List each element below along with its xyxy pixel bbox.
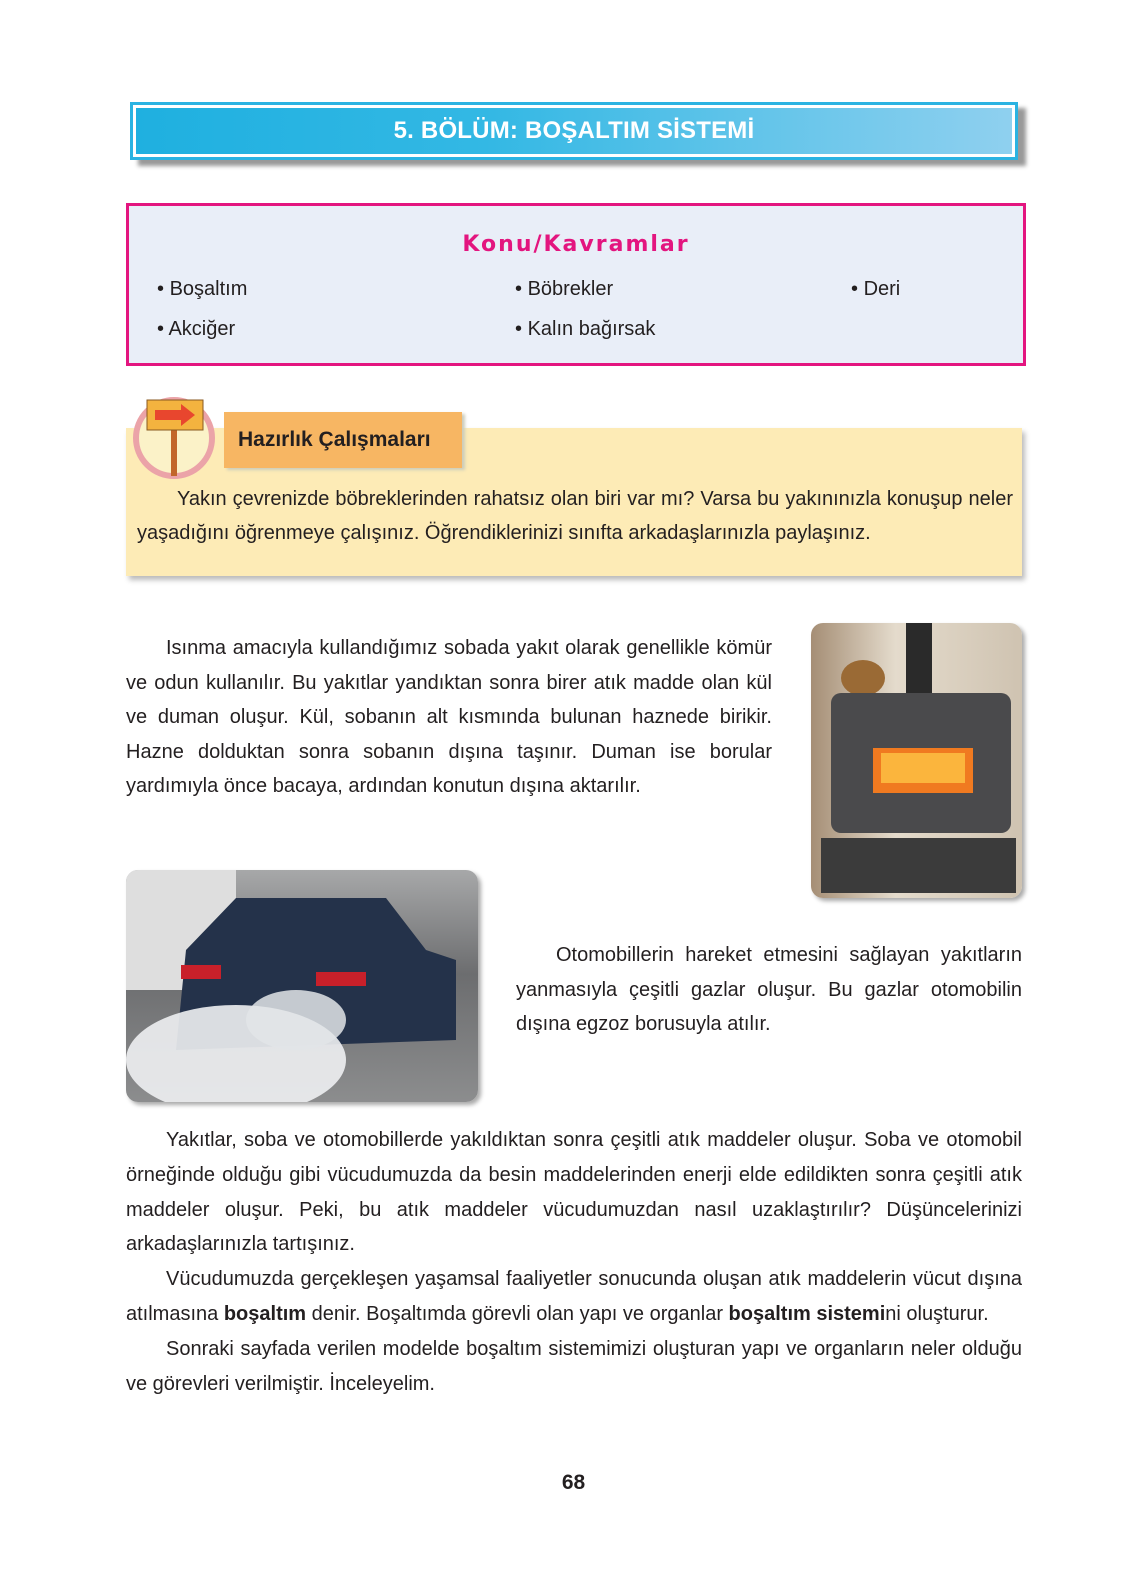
car-exhaust-image	[126, 870, 478, 1102]
page-number: 68	[561, 1471, 586, 1494]
stove-image	[811, 623, 1022, 898]
chapter-title: 5. BÖLÜM: BOŞALTIM SİSTEMİ	[136, 108, 1012, 154]
concept-item: • Boşaltım	[157, 278, 248, 300]
paragraph-1: Yakıtlar, soba ve otomobillerde yakıldıktan sonra çeşitli atık maddeler oluşur. Soba ve otomobil örneğinde olduğu gibi vücudumuzda da besin maddelerinden enerji elde edildikten sonra çeşitli atık maddeler oluşur. Peki, bu atık maddeler vücudumuzdan nasıl uzaklaştırılır? Düşüncelerinizi arkadaşlarınızla tartışınız.	[126, 1129, 1022, 1256]
body-text	[126, 1123, 1022, 1401]
concepts-box	[126, 203, 1026, 366]
paragraph-2: Vücudumuzda gerçekleşen yaşamsal faaliyetler sonucunda oluşan atık maddelerin vücut dışına atılmasına boşaltım denir. Boşaltımda görevli olan yapı ve organlar boşaltım sistemini oluşturur.	[126, 1268, 1022, 1325]
signpost-icon	[131, 392, 217, 480]
car-paragraph: Otomobillerin hareket etmesini sağlayan yakıtların yanmasıyla çeşitli gazlar oluşur. Bu gazlar otomobilin dışına egzoz borusuyla atılır.	[516, 944, 1022, 1036]
preparation-title: Hazırlık Çalışmaları	[224, 412, 462, 468]
preparation-text: Yakın çevrenizde böbreklerinden rahatsız olan biri var mı? Varsa bu yakınınızla konuşup neler yaşadığını öğrenmeye çalışınız. Öğrendiklerinizi sınıfta arkadaşlarınızla paylaşınız.	[137, 488, 1013, 544]
concept-item: • Kalın bağırsak	[515, 318, 656, 340]
concepts-title: Konu/Kavramlar	[462, 232, 690, 257]
stove-paragraph: Isınma amacıyla kullandığımız sobada yakıt olarak genellikle kömür ve odun kullanılır. Bu yakıtlar yandıktan sonra birer atık madde olan kül ve duman oluşur. Kül, sobanın alt kısmında bulunan haznede birikir. Hazne dolduktan sonra sobanın dışına taşınır. Duman ise borular yardımıyla önce bacaya, ardından konutun dışına aktarılır.	[126, 637, 772, 798]
chapter-header	[130, 102, 1018, 160]
concept-item: • Böbrekler	[515, 278, 614, 300]
paragraph-3: Sonraki sayfada verilen modelde boşaltım sistemimizi oluşturan yapı ve organların neler olduğu ve görevleri verilmiştir. İnceleyelim.	[126, 1337, 1022, 1395]
concept-item: • Deri	[851, 278, 901, 300]
concept-item: • Akciğer	[157, 318, 236, 340]
